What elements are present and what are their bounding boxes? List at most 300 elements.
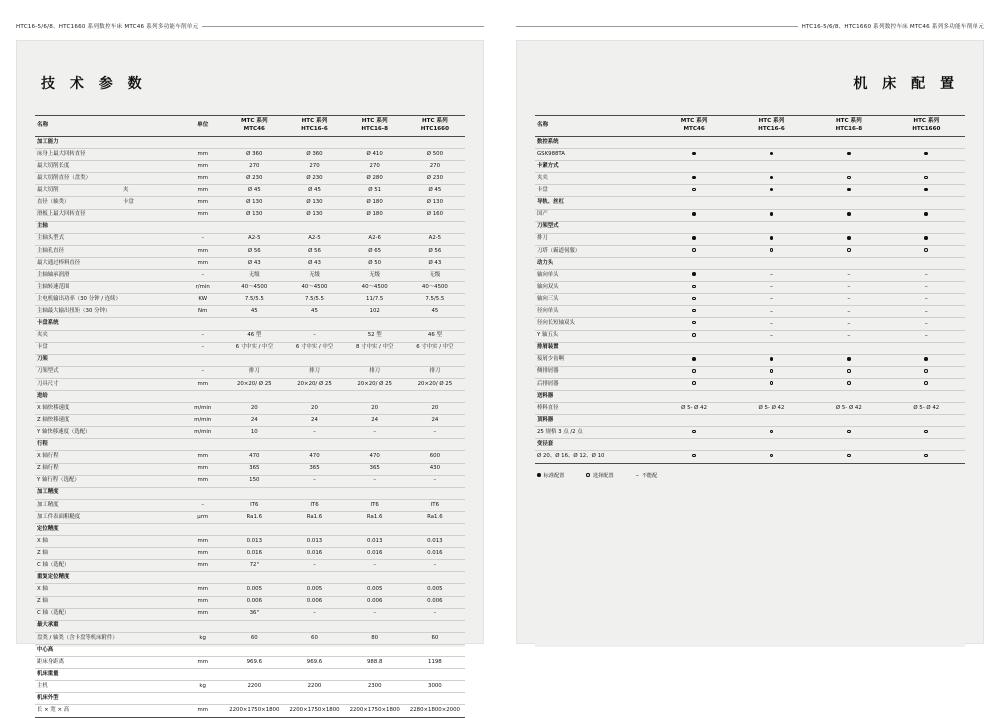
row-label: Y 轴快移速度（选配） xyxy=(35,427,181,439)
row-value: 无级 xyxy=(224,270,284,282)
section-label: 数控系统 xyxy=(535,137,965,149)
table-row xyxy=(35,451,465,463)
section-label: 主轴 xyxy=(35,221,465,233)
row-unit: – xyxy=(181,366,224,378)
table-row xyxy=(35,366,465,378)
row-value: Ø 500 xyxy=(405,149,465,161)
row-value xyxy=(733,282,810,294)
row-value xyxy=(655,378,732,390)
row-unit: mm xyxy=(181,185,224,197)
row-label: X 轴快移速度 xyxy=(35,403,181,415)
row-value: 3000 xyxy=(405,681,465,693)
table-row xyxy=(35,294,465,306)
table-row xyxy=(35,173,465,185)
row-label: 卡盘 xyxy=(35,342,181,354)
table-section-row xyxy=(535,137,965,149)
optional-mark xyxy=(692,297,696,301)
row-value xyxy=(888,173,965,185)
right-running-header-text: HTC16-5/6/8、HTC1660 系列数控车床 MTC46 系列多功能车削单元 xyxy=(801,24,984,30)
row-value: 0.016 xyxy=(224,548,284,560)
standard-mark xyxy=(847,152,851,156)
standard-mark xyxy=(692,357,696,361)
optional-mark xyxy=(847,248,851,252)
row-value xyxy=(888,245,965,257)
row-unit: mm xyxy=(181,475,224,487)
row-value: 46 型 xyxy=(224,330,284,342)
row-value xyxy=(733,173,810,185)
row-unit: mm xyxy=(181,548,224,560)
machine-config-body xyxy=(535,137,965,464)
row-label: 长 × 宽 × 高 xyxy=(35,705,181,717)
table-section-row xyxy=(535,161,965,173)
row-unit: mm xyxy=(181,257,224,269)
row-value: – xyxy=(345,560,405,572)
section-label: 排屑装置 xyxy=(535,342,965,354)
row-value: 0.005 xyxy=(405,584,465,596)
row-value: Ø 180 xyxy=(345,209,405,221)
row-value: 24 xyxy=(345,415,405,427)
table-section-row xyxy=(35,354,465,366)
row-unit: μrm xyxy=(181,511,224,523)
row-value: Ø 230 xyxy=(284,173,344,185)
row-value: 969.6 xyxy=(224,657,284,669)
row-unit: m/min xyxy=(181,403,224,415)
table-row xyxy=(35,342,465,354)
row-label: 主轴转速范围 xyxy=(35,282,181,294)
row-label: 轴向单头 xyxy=(535,270,655,282)
section-label: 行程 xyxy=(35,439,465,451)
table-row xyxy=(35,306,465,318)
row-value xyxy=(888,403,965,415)
row-value: 365 xyxy=(345,463,405,475)
row-value xyxy=(733,270,810,282)
row-value: 40～4500 xyxy=(224,282,284,294)
table-section-row xyxy=(535,415,965,427)
row-value xyxy=(888,354,965,366)
table-section-row xyxy=(35,390,465,402)
table-section-row xyxy=(535,257,965,269)
row-label: 卡盘 xyxy=(535,185,655,197)
table-row xyxy=(35,548,465,560)
row-value: 11/7.5 xyxy=(345,294,405,306)
row-value xyxy=(655,149,732,161)
table-row xyxy=(35,257,465,269)
row-value: 0.005 xyxy=(224,584,284,596)
row-value: 排刀 xyxy=(345,366,405,378)
row-value: 24 xyxy=(284,415,344,427)
optional-mark xyxy=(770,454,774,458)
optional-mark xyxy=(770,369,774,373)
row-value: 470 xyxy=(345,451,405,463)
th-name xyxy=(535,116,655,137)
table-row xyxy=(535,306,965,318)
row-value: 0.005 xyxy=(284,584,344,596)
row-value: 2200×1750×1800 xyxy=(345,705,405,717)
section-label: 刀架型式 xyxy=(535,221,965,233)
table-row xyxy=(35,705,465,717)
row-value xyxy=(810,270,887,282)
row-label: X 轴行程 xyxy=(35,451,181,463)
row-unit: mm xyxy=(181,657,224,669)
row-value: IT6 xyxy=(284,499,344,511)
not-available-mark: – xyxy=(847,283,851,291)
th-mtc46-l2: MTC46 xyxy=(683,126,705,132)
table-row xyxy=(35,403,465,415)
table-row xyxy=(35,378,465,390)
row-value xyxy=(655,330,732,342)
section-label: 顶料器 xyxy=(535,415,965,427)
machine-config-header-row xyxy=(535,116,965,137)
right-page xyxy=(500,0,1000,678)
optional-mark xyxy=(692,454,696,458)
row-value: – xyxy=(284,330,344,342)
standard-mark xyxy=(924,152,928,156)
optional-mark xyxy=(692,188,696,192)
table-row xyxy=(35,270,465,282)
row-value xyxy=(655,173,732,185)
legend-item xyxy=(537,472,564,479)
row-label: 夹夹 xyxy=(35,330,181,342)
table-row xyxy=(535,245,965,257)
standard-mark xyxy=(692,212,696,216)
table-section-row xyxy=(535,197,965,209)
standard-mark xyxy=(924,357,928,361)
table-section-row xyxy=(35,524,465,536)
row-value xyxy=(810,330,887,342)
section-label: 变径套 xyxy=(535,439,965,451)
row-value: – xyxy=(405,475,465,487)
row-value: 0.016 xyxy=(405,548,465,560)
row-value: 无级 xyxy=(284,270,344,282)
row-value xyxy=(810,173,887,185)
not-available-mark: – xyxy=(769,307,773,315)
row-unit: kg xyxy=(181,681,224,693)
left-page-title: 技 术 参 数 xyxy=(41,76,147,92)
standard-mark xyxy=(770,212,774,216)
right-running-header xyxy=(516,22,984,30)
not-available-mark: – xyxy=(769,319,773,327)
row-value xyxy=(655,233,732,245)
row-value xyxy=(733,318,810,330)
row-value xyxy=(655,427,732,439)
th-htc16-6 xyxy=(733,116,810,137)
not-available-mark: – xyxy=(924,271,928,279)
table-row xyxy=(35,197,465,209)
row-unit: mm xyxy=(181,451,224,463)
table-row xyxy=(535,270,965,282)
standard-mark xyxy=(924,188,928,192)
th-unit-l1: 单位 xyxy=(197,122,209,129)
row-unit: – xyxy=(181,270,224,282)
optional-mark xyxy=(586,473,590,477)
row-value xyxy=(655,245,732,257)
table-row xyxy=(535,185,965,197)
table-row xyxy=(535,403,965,415)
row-value: – xyxy=(345,427,405,439)
th-htc16-8 xyxy=(810,116,887,137)
row-value xyxy=(810,451,887,463)
header-rule xyxy=(202,26,484,27)
row-value xyxy=(888,233,965,245)
row-label: 滑板上最大回转直径 xyxy=(35,209,181,221)
row-value: 20 xyxy=(284,403,344,415)
row-value: 0.006 xyxy=(224,596,284,608)
table-row xyxy=(535,173,965,185)
row-value xyxy=(810,378,887,390)
standard-mark xyxy=(770,176,774,180)
standard-mark xyxy=(847,188,851,192)
row-value xyxy=(888,185,965,197)
row-label: 最大通过棒料直径 xyxy=(35,257,181,269)
table-row xyxy=(35,584,465,596)
row-value: 20×20/ Ø 25 xyxy=(405,378,465,390)
row-value: Ø 230 xyxy=(405,173,465,185)
row-label: 主轴最大输出扭矩（30 分钟） xyxy=(35,306,181,318)
row-value xyxy=(810,354,887,366)
row-value xyxy=(733,451,810,463)
table-row xyxy=(35,245,465,257)
th-htc16-6-l2: HTC16-6 xyxy=(301,126,328,132)
optional-mark xyxy=(924,369,928,373)
row-label: 加工件表面粗糙度 xyxy=(35,511,181,523)
row-value xyxy=(888,294,965,306)
th-htc16-8-l1: HTC 系列 xyxy=(835,118,862,125)
th-mtc46 xyxy=(224,116,284,137)
cell-value: Ø 5- Ø 42 xyxy=(681,404,708,411)
row-unit: r/min xyxy=(181,282,224,294)
table-row xyxy=(35,536,465,548)
th-unit xyxy=(181,116,224,137)
row-unit: m/min xyxy=(181,427,224,439)
tech-spec-header-row xyxy=(35,116,465,137)
table-row xyxy=(35,475,465,487)
row-value: 排刀 xyxy=(405,366,465,378)
section-label: 卡盘系统 xyxy=(35,318,465,330)
row-label: 主电机输出功率（30 分钟 / 连续） xyxy=(35,294,181,306)
table-row xyxy=(535,354,965,366)
row-value: – xyxy=(284,427,344,439)
tech-spec-body xyxy=(35,137,465,718)
standard-mark xyxy=(924,212,928,216)
standard-mark xyxy=(537,473,541,477)
row-label: 侧排屑器 xyxy=(535,366,655,378)
row-unit: mm xyxy=(181,197,224,209)
table-row xyxy=(35,209,465,221)
row-label: 主轴孔直径 xyxy=(35,245,181,257)
row-value: 0.016 xyxy=(284,548,344,560)
optional-mark xyxy=(847,430,851,434)
row-value: Ø 180 xyxy=(345,197,405,209)
row-value: Ra1.6 xyxy=(224,511,284,523)
row-value: – xyxy=(284,475,344,487)
not-available-mark: – xyxy=(769,331,773,339)
row-value xyxy=(733,294,810,306)
optional-mark xyxy=(924,248,928,252)
section-label: 加工精度 xyxy=(35,487,465,499)
row-value: A2-5 xyxy=(224,233,284,245)
row-value xyxy=(733,378,810,390)
standard-mark xyxy=(770,236,774,240)
row-label: 国产 xyxy=(535,209,655,221)
table-row xyxy=(35,632,465,644)
row-value: A2-6 xyxy=(345,233,405,245)
row-value: 102 xyxy=(345,306,405,318)
row-value: Ø 45 xyxy=(224,185,284,197)
row-label: 床身上最大回转直径 xyxy=(35,149,181,161)
th-htc1660 xyxy=(888,116,965,137)
row-value: 270 xyxy=(224,161,284,173)
table-row xyxy=(35,161,465,173)
not-available-mark: – xyxy=(924,307,928,315)
table-section-row xyxy=(35,487,465,499)
row-value: 365 xyxy=(284,463,344,475)
th-mtc46 xyxy=(655,116,732,137)
row-value: 40～4500 xyxy=(345,282,405,294)
row-unit: – xyxy=(181,233,224,245)
row-value: 470 xyxy=(224,451,284,463)
row-value: 无级 xyxy=(405,270,465,282)
row-unit: mm xyxy=(181,608,224,620)
row-value: 24 xyxy=(405,415,465,427)
row-label: 25 规格 3 点 /2 点 xyxy=(535,427,655,439)
table-row xyxy=(35,415,465,427)
row-value: 270 xyxy=(284,161,344,173)
th-htc16-6-l1: HTC 系列 xyxy=(758,118,785,125)
row-value xyxy=(810,149,887,161)
row-unit: mm xyxy=(181,173,224,185)
row-value xyxy=(888,427,965,439)
row-value: Ra1.6 xyxy=(405,511,465,523)
th-mtc46-l1: MTC 系列 xyxy=(680,118,708,125)
row-value: 470 xyxy=(284,451,344,463)
row-value: Ø 45 xyxy=(405,185,465,197)
row-value xyxy=(655,451,732,463)
row-value: – xyxy=(405,427,465,439)
row-value: Ø 280 xyxy=(345,173,405,185)
row-value xyxy=(655,282,732,294)
th-htc1660 xyxy=(405,116,465,137)
row-label: 棒料直径 xyxy=(535,403,655,415)
row-value: Ø 130 xyxy=(405,197,465,209)
legend-label: 不能配 xyxy=(641,472,658,479)
row-value: Ø 45 xyxy=(284,185,344,197)
row-value: 排刀 xyxy=(224,366,284,378)
row-value: Ø 56 xyxy=(284,245,344,257)
table-row xyxy=(35,463,465,475)
row-label: 距床身距离 xyxy=(35,657,181,669)
table-row xyxy=(535,294,965,306)
row-label: 加工精度 xyxy=(35,499,181,511)
table-row xyxy=(535,427,965,439)
optional-mark xyxy=(770,248,774,252)
row-value: 40～4500 xyxy=(284,282,344,294)
not-available-mark: – xyxy=(924,319,928,327)
legend-item xyxy=(636,472,658,479)
row-value xyxy=(810,233,887,245)
row-value: 0.016 xyxy=(345,548,405,560)
row-value: – xyxy=(405,560,465,572)
th-name-l1: 名称 xyxy=(37,122,49,129)
table-row xyxy=(535,378,965,390)
standard-mark xyxy=(692,272,696,276)
row-unit: – xyxy=(181,330,224,342)
row-value: 20 xyxy=(224,403,284,415)
row-unit: mm xyxy=(181,209,224,221)
th-name-l1: 名称 xyxy=(537,122,549,129)
row-value: 60 xyxy=(405,632,465,644)
row-value xyxy=(733,306,810,318)
row-value: 969.6 xyxy=(284,657,344,669)
table-section-row xyxy=(535,342,965,354)
row-value: 0.006 xyxy=(405,596,465,608)
not-available-mark: – xyxy=(924,283,928,291)
row-value: Ø 51 xyxy=(345,185,405,197)
th-mtc46-l1: MTC 系列 xyxy=(240,118,268,125)
legend-label: 选择配置 xyxy=(592,472,614,479)
row-label: Y 轴五头 xyxy=(535,330,655,342)
row-label: Ø 20、Ø 16、Ø 12、Ø 10 xyxy=(535,451,655,463)
table-section-row xyxy=(35,620,465,632)
row-value xyxy=(655,366,732,378)
row-value: Ø 130 xyxy=(284,209,344,221)
row-value: 排刀 xyxy=(284,366,344,378)
row-value: 0.006 xyxy=(345,596,405,608)
row-value: Ø 360 xyxy=(284,149,344,161)
row-unit: mm xyxy=(181,378,224,390)
row-value xyxy=(733,330,810,342)
row-value: 8 寸中实 / 中空 xyxy=(345,342,405,354)
row-value: Ø 65 xyxy=(345,245,405,257)
row-value: Ø 160 xyxy=(405,209,465,221)
not-available-mark: – xyxy=(847,331,851,339)
row-unit: mm xyxy=(181,536,224,548)
legend-item xyxy=(586,472,613,479)
row-value: 430 xyxy=(405,463,465,475)
section-label: 刀架 xyxy=(35,354,465,366)
table-row xyxy=(535,209,965,221)
standard-mark xyxy=(924,236,928,240)
not-available-mark: – xyxy=(847,295,851,303)
row-value: Ø 130 xyxy=(224,209,284,221)
tech-spec-table xyxy=(35,115,465,718)
row-label: Z 轴 xyxy=(35,548,181,560)
row-label: 最大切削 夹 xyxy=(35,185,181,197)
optional-mark xyxy=(692,285,696,289)
row-value: 6 寸中实 / 中空 xyxy=(405,342,465,354)
row-value xyxy=(888,451,965,463)
row-label: 主机 xyxy=(35,681,181,693)
row-value: 150 xyxy=(224,475,284,487)
left-panel xyxy=(16,40,484,714)
row-value xyxy=(655,306,732,318)
row-value: 2200×1750×1800 xyxy=(224,705,284,717)
table-row xyxy=(535,318,965,330)
table-row xyxy=(35,560,465,572)
row-value: 0.013 xyxy=(345,536,405,548)
row-value xyxy=(655,270,732,282)
row-unit: mm xyxy=(181,596,224,608)
table-row xyxy=(535,366,965,378)
row-label: 径向长短轴双头 xyxy=(535,318,655,330)
optional-mark xyxy=(924,454,928,458)
row-label: 刀具尺寸 xyxy=(35,378,181,390)
row-value xyxy=(810,427,887,439)
table-row xyxy=(35,681,465,693)
row-value xyxy=(810,366,887,378)
row-unit: mm xyxy=(181,245,224,257)
row-value: Ø 56 xyxy=(405,245,465,257)
table-row xyxy=(35,282,465,294)
